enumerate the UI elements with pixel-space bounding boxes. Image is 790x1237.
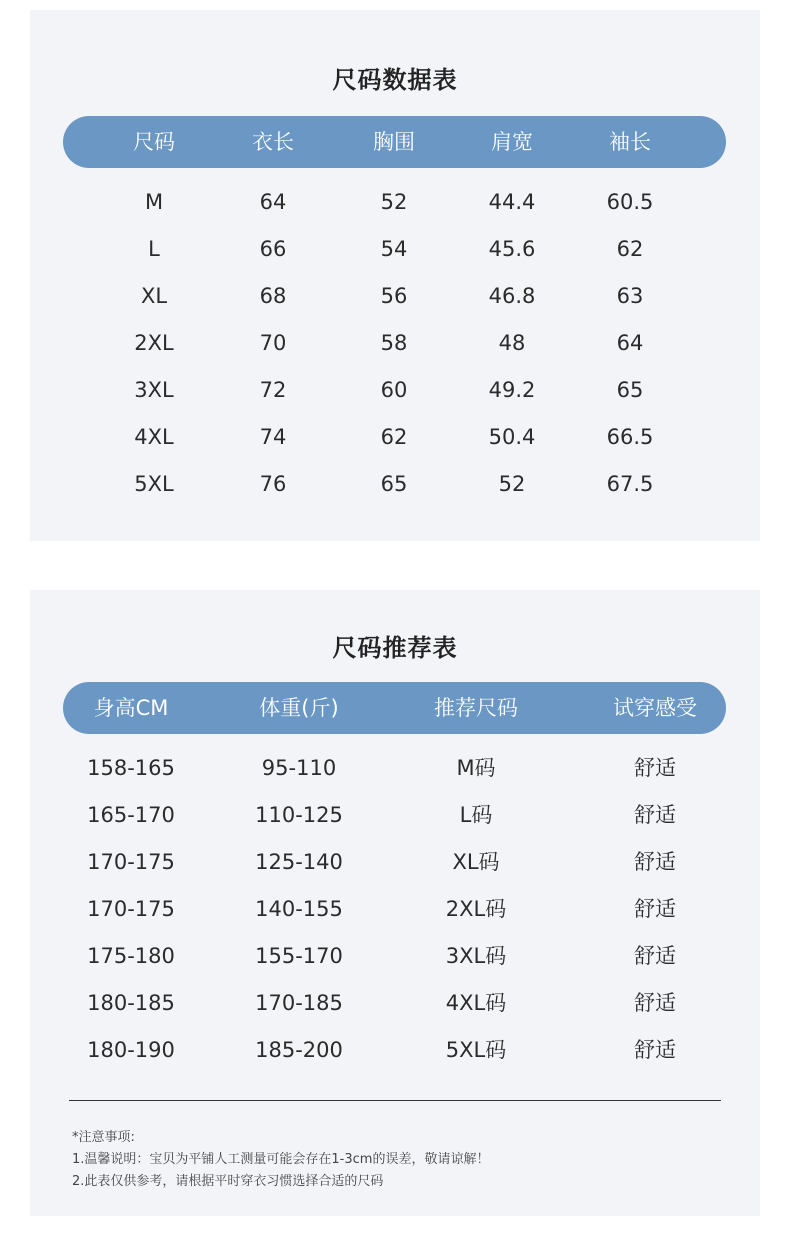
header-length: 衣长 xyxy=(252,130,294,154)
size-recommend-row xyxy=(30,942,760,989)
note-item-2: 2.此表仅供参考，请根据平时穿衣习惯选择合适的尺码 xyxy=(72,1174,384,1189)
header-chest: 胸围 xyxy=(373,130,415,154)
table-cell: 67.5 xyxy=(606,472,654,496)
table-cell: 5XL xyxy=(134,472,174,496)
notes-section xyxy=(72,1127,489,1193)
table-cell: 58 xyxy=(380,331,408,355)
table-cell: 185-200 xyxy=(255,1038,343,1062)
table-cell: M xyxy=(144,190,164,214)
size-data-row xyxy=(30,376,760,423)
size-recommend-row xyxy=(30,754,760,801)
table-cell: 3XL xyxy=(134,378,174,402)
size-data-card xyxy=(30,10,760,541)
table-cell: 62 xyxy=(380,425,408,449)
table-cell: 140-155 xyxy=(255,897,343,921)
table-cell: 180-190 xyxy=(87,1038,175,1062)
table-cell: 170-185 xyxy=(255,991,343,1015)
table-cell: 44.4 xyxy=(488,190,536,214)
table-cell: 4XL码 xyxy=(445,991,507,1015)
note-item-1: 1.温馨说明：宝贝为平铺人工测量可能会存在1-3cm的误差，敬请谅解！ xyxy=(72,1152,490,1167)
header-sleeve: 袖长 xyxy=(609,130,651,154)
size-data-row xyxy=(30,329,760,376)
size-recommend-header xyxy=(63,682,726,734)
size-data-rows xyxy=(30,188,760,517)
table-cell: 52 xyxy=(498,472,526,496)
table-cell: 63 xyxy=(616,284,644,308)
size-recommend-row xyxy=(30,848,760,895)
table-cell: 舒适 xyxy=(634,897,676,921)
table-cell: 舒适 xyxy=(634,756,676,780)
table-cell: 65 xyxy=(380,472,408,496)
size-recommend-row xyxy=(30,895,760,942)
table-cell: 66 xyxy=(259,237,287,261)
table-cell: 165-170 xyxy=(87,803,175,827)
table-cell: 74 xyxy=(259,425,287,449)
size-recommend-rows xyxy=(30,754,760,1083)
table-cell: 56 xyxy=(380,284,408,308)
table-cell: 158-165 xyxy=(87,756,175,780)
table-cell: 3XL码 xyxy=(445,944,507,968)
table-cell: 舒适 xyxy=(634,803,676,827)
table-cell: 舒适 xyxy=(634,1038,676,1062)
table-cell: 5XL码 xyxy=(445,1038,507,1062)
size-recommend-row xyxy=(30,801,760,848)
table-cell: 125-140 xyxy=(255,850,343,874)
table-cell: 48 xyxy=(498,331,526,355)
header-size: 尺码 xyxy=(133,130,175,154)
table-cell: 66.5 xyxy=(606,425,654,449)
table-cell: 72 xyxy=(259,378,287,402)
table-cell: XL码 xyxy=(452,850,500,874)
table-cell: 70 xyxy=(259,331,287,355)
table-cell: L xyxy=(148,237,160,261)
size-data-row xyxy=(30,235,760,282)
table-cell: 64 xyxy=(259,190,287,214)
size-recommend-row xyxy=(30,1036,760,1083)
header-fit-feel: 试穿感受 xyxy=(613,696,697,720)
table-cell: 舒适 xyxy=(634,850,676,874)
size-data-title: 尺码数据表 xyxy=(332,66,458,94)
table-cell: 45.6 xyxy=(488,237,536,261)
notes-heading: *注意事项: xyxy=(72,1130,135,1145)
table-cell: 舒适 xyxy=(634,944,676,968)
table-cell: L码 xyxy=(459,803,493,827)
divider xyxy=(69,1100,721,1101)
table-cell: 155-170 xyxy=(255,944,343,968)
table-cell: 65 xyxy=(616,378,644,402)
size-data-row xyxy=(30,188,760,235)
table-cell: 76 xyxy=(259,472,287,496)
table-cell: 170-175 xyxy=(87,850,175,874)
table-cell: 110-125 xyxy=(255,803,343,827)
table-cell: 舒适 xyxy=(634,991,676,1015)
size-recommend-row xyxy=(30,989,760,1036)
table-cell: 4XL xyxy=(134,425,174,449)
table-cell: 170-175 xyxy=(87,897,175,921)
table-cell: 60 xyxy=(380,378,408,402)
size-data-header xyxy=(63,116,726,168)
size-recommend-card xyxy=(30,590,760,1216)
table-cell: 46.8 xyxy=(488,284,536,308)
table-cell: 54 xyxy=(380,237,408,261)
header-shoulder: 肩宽 xyxy=(491,130,533,154)
size-data-row xyxy=(30,282,760,329)
table-cell: 68 xyxy=(259,284,287,308)
table-cell: 62 xyxy=(616,237,644,261)
size-data-row xyxy=(30,470,760,517)
header-height: 身高CM xyxy=(93,696,169,720)
table-cell: 60.5 xyxy=(606,190,654,214)
table-cell: 95-110 xyxy=(261,756,337,780)
header-weight: 体重(斤) xyxy=(259,696,339,720)
table-cell: 49.2 xyxy=(488,378,536,402)
header-recommended-size: 推荐尺码 xyxy=(434,696,518,720)
size-data-row xyxy=(30,423,760,470)
table-cell: XL xyxy=(140,284,168,308)
table-cell: 175-180 xyxy=(87,944,175,968)
table-cell: M码 xyxy=(456,756,496,780)
table-cell: 2XL xyxy=(134,331,174,355)
size-recommend-title: 尺码推荐表 xyxy=(332,634,458,662)
table-cell: 50.4 xyxy=(488,425,536,449)
table-cell: 2XL码 xyxy=(445,897,507,921)
table-cell: 64 xyxy=(616,331,644,355)
table-cell: 52 xyxy=(380,190,408,214)
table-cell: 180-185 xyxy=(87,991,175,1015)
